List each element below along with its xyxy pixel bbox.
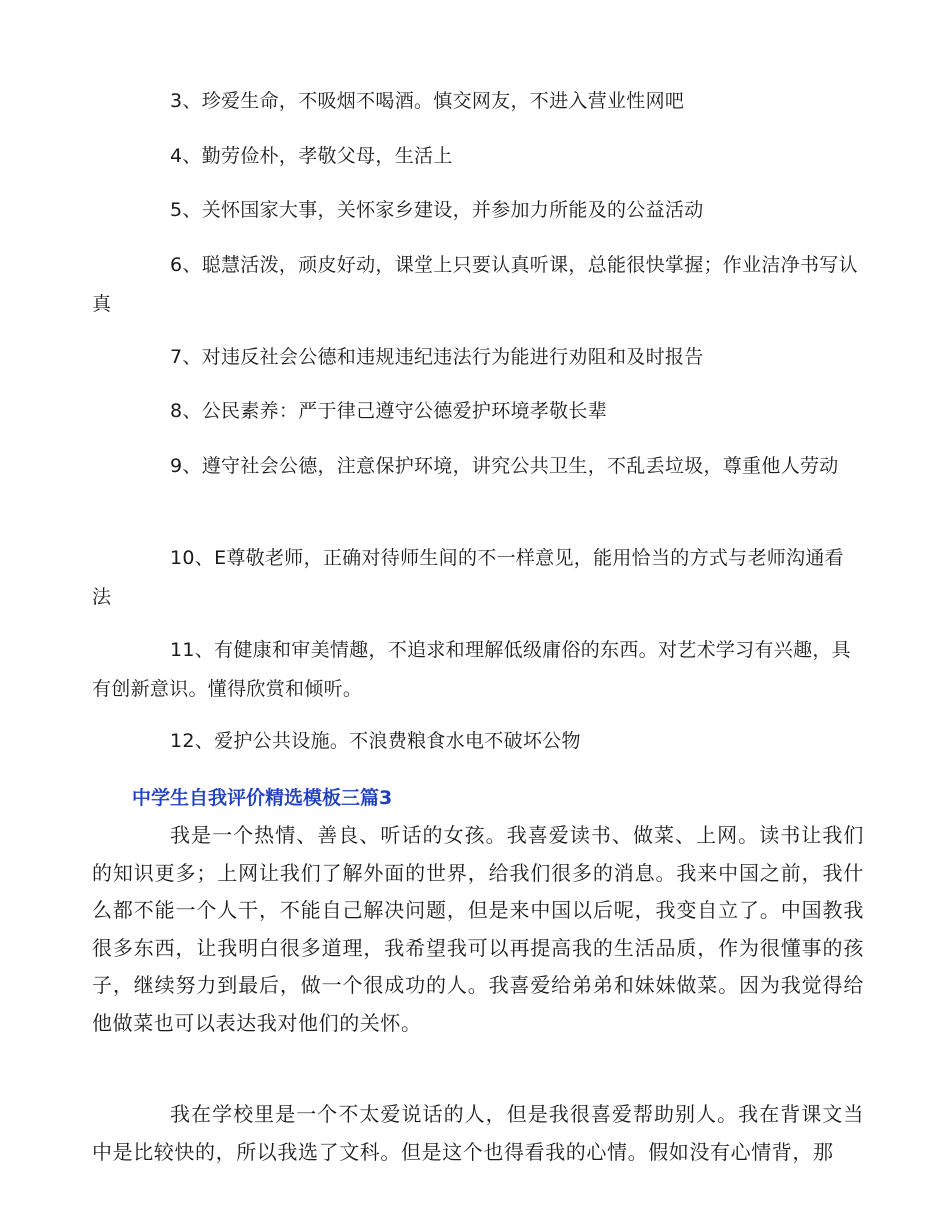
- body-paragraph-2: 我在学校里是一个不太爱说话的人，但是我很喜爱帮助别人。我在背课文当中是比较快的，所以我选了文科。但是这个也得看我的心情。假如没有心情背，那: [92, 1102, 864, 1164]
- list-item-4: 4、勤劳俭朴，孝敬父母，生活上: [170, 145, 453, 167]
- list-item-12: 12、爱护公共设施。不浪费粮食水电不破坏公物: [170, 730, 581, 752]
- list-item-6: 6、聪慧活泼，顽皮好动，课堂上只要认真听课，总能很快掌握；作业洁净书写认真: [92, 254, 858, 315]
- body-paragraph-1: 我是一个热情、善良、听话的女孩。我喜爱读书、做菜、上网。读书让我们的知识更多；上网让我们了解外面的世界，给我们很多的消息。我来中国之前，我什么都不能一个人干，不能自己解决问题，但是来中国以后呢，我变自立了。中国教我很多东西，让我明白很多道理，我希望我可以再提高我的生活品质，作为很懂事的孩子，继续努力到最后，做一个很成功的人。我喜爱给弟弟和妹妹做菜。因为我觉得给他做菜也可以表达我对他们的关怀。: [92, 823, 864, 1035]
- list-item-7: 7、对违反社会公德和违规违纪违法行为能进行劝阻和及时报告: [170, 346, 704, 368]
- list-item-10: 10、E尊敬老师，正确对待师生间的不一样意见，能用恰当的方式与老师沟通看法: [92, 547, 844, 608]
- list-item-5: 5、关怀国家大事，关怀家乡建设，并参加力所能及的公益活动: [170, 199, 704, 221]
- list-item-9: 9、遵守社会公德，注意保护环境，讲究公共卫生，不乱丢垃圾，尊重他人劳动: [170, 455, 839, 477]
- list-item-8: 8、公民素养：严于律己遵守公德爱护环境孝敬长辈: [170, 400, 607, 422]
- list-item-11: 11、有健康和审美情趣，不追求和理解低级庸俗的东西。对艺术学习有兴趣，具有创新意识。懂得欣赏和倾听。: [92, 639, 851, 700]
- section-heading: 中学生自我评价精选模板三篇3: [132, 787, 393, 809]
- list-item-3: 3、珍爱生命，不吸烟不喝酒。慎交网友，不进入营业性网吧: [170, 90, 685, 112]
